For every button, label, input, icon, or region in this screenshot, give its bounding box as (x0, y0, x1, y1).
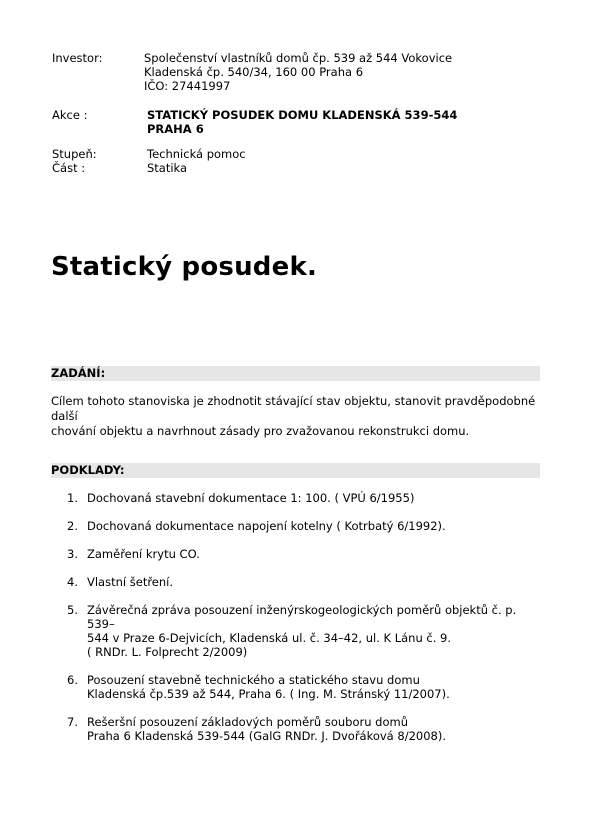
zadani-line: Cílem tohoto stanoviska je zhodnotit stávající stav objektu, stanovit pravděpodobné další (51, 394, 536, 423)
investor-line: Společenství vlastníků domů čp. 539 až 544 Vokovice (144, 51, 453, 65)
akce-line: STATICKÝ POSUDEK DOMU KLADENSKÁ 539-544 (147, 108, 458, 122)
cast-label: Část : (52, 161, 86, 175)
list-item-line: Vlastní šetření. (87, 575, 174, 589)
investor-label: Investor: (52, 51, 103, 65)
list-item-number: 6. (67, 673, 78, 687)
zadani-line: chování objektu a navrhnout zásady pro zvažovanou rekonstrukci domu. (51, 424, 470, 438)
list-item-number: 3. (67, 547, 78, 561)
akce-value (147, 108, 457, 136)
akce-line: PRAHA 6 (147, 122, 204, 136)
list-item-line: ( RNDr. L. Folprecht 2/2009) (87, 645, 248, 659)
list-item-line: Kladenská čp.539 až 544, Praha 6. ( Ing. M. Stránský 11/2007). (87, 687, 450, 701)
akce-label: Akce : (52, 108, 88, 122)
stupen-label: Stupeň: (52, 147, 97, 161)
list-item-line: Rešeršní posouzení základových poměrů souboru domů (87, 715, 409, 729)
list-item-text (87, 673, 537, 701)
list-item-text (87, 603, 537, 659)
list-item-line: Praha 6 Kladenská 539-544 (GalG RNDr. J. Dvořáková 8/2008). (87, 729, 446, 743)
cast-value: Statika (147, 161, 188, 175)
list-item (67, 547, 537, 561)
list-item (67, 603, 537, 659)
section-heading-zadani: ZADÁNÍ: (51, 366, 540, 381)
reference-list (67, 491, 537, 743)
investor-line: IČO: 27441997 (144, 79, 231, 93)
list-item-text (87, 547, 537, 561)
list-item-line: Závěrečná zpráva posouzení inženýrskogeologických poměrů objektů č. p. 539– (87, 603, 517, 631)
zadani-paragraph (51, 394, 546, 439)
list-item-text (87, 519, 537, 533)
list-item-number: 5. (67, 603, 78, 617)
investor-line: Kladenská čp. 540/34, 160 00 Praha 6 (144, 65, 364, 79)
list-item-line: Dochovaná stavební dokumentace 1: 100. ( VPÚ 6/1955) (87, 491, 415, 505)
list-item-line: Dochovaná dokumentace napojení kotelny ( Kotrbatý 6/1992). (87, 519, 446, 533)
list-item (67, 491, 537, 505)
list-item-number: 4. (67, 575, 78, 589)
list-item-line: 544 v Praze 6-Dejvicích, Kladenská ul. č. 34–42, ul. K Lánu č. 9. (87, 631, 452, 645)
list-item-number: 1. (67, 491, 78, 505)
list-item-text (87, 491, 537, 505)
page-title: Statický posudek. (51, 252, 318, 282)
list-item (67, 715, 537, 743)
list-item-line: Zaměření krytu CO. (87, 547, 200, 561)
list-item-number: 2. (67, 519, 78, 533)
list-item (67, 519, 537, 533)
list-item-text (87, 715, 537, 743)
list-item-number: 7. (67, 715, 78, 729)
section-heading-podklady: PODKLADY: (51, 463, 540, 478)
list-item (67, 673, 537, 701)
list-item-text (87, 575, 537, 589)
list-item (67, 575, 537, 589)
stupen-value: Technická pomoc (147, 147, 246, 161)
investor-value (144, 51, 452, 93)
list-item-line: Posouzení stavebně technického a statického stavu domu (87, 673, 420, 687)
